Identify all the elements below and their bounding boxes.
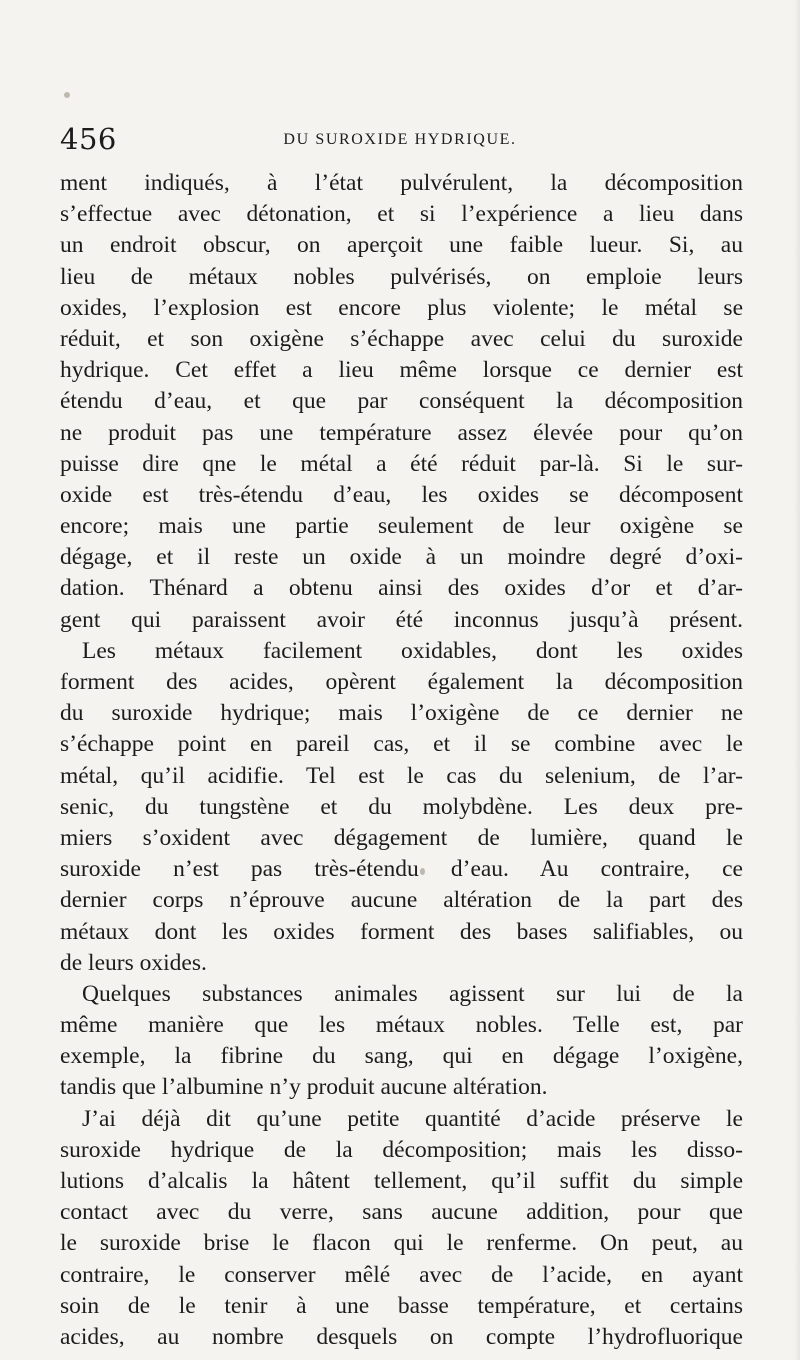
- page-edge-shadow: [794, 0, 800, 1360]
- text-line: lutions d’alcalis la hâtent tellement, qu’il suffit du simple: [60, 1168, 743, 1194]
- text-line: s’échappe point en pareil cas, et il se combine avec le: [60, 731, 743, 758]
- text-line: senic, du tungstène et du molybdène. Les deux pre-: [60, 793, 743, 820]
- text-line: métal, qu’il acidifie. Tel est le cas du selenium, de l’ar-: [60, 762, 743, 789]
- text-line: encore; mais une partie seulement de leur oxigène se: [60, 513, 743, 540]
- text-line: même manière que les métaux nobles. Telle est, par: [60, 1012, 743, 1039]
- text-line: dernier corps n’éprouve aucune altération de la part des: [60, 887, 743, 914]
- text-line: oxides, l’explosion est encore plus violente; le métal se: [60, 294, 743, 321]
- paragraph-end-line: de leurs oxides.: [60, 949, 207, 976]
- page-header: [60, 122, 740, 158]
- body-text: [60, 168, 743, 1353]
- paragraph-end-line: tandis que l’albumine n’y produit aucune altération.: [60, 1074, 548, 1101]
- text-line: lieu de métaux nobles pulvérisés, on emploie leurs: [60, 263, 743, 290]
- text-line: réduit, et son oxigène s’échappe avec celui du suroxide: [60, 325, 743, 352]
- paragraph-start-line: Quelques substances animales agissent sur lui de la: [82, 980, 743, 1007]
- text-line: un endroit obscur, on aperçoit une faible lueur. Si, au: [60, 232, 743, 259]
- text-line: hydrique. Cet effet a lieu même lorsque ce dernier est: [60, 357, 743, 384]
- paragraph-start-line: J’ai déjà dit qu’une petite quantité d’acide préserve le: [82, 1105, 743, 1132]
- text-line: contraire, le conserver mêlé avec de l’acide, en ayant: [60, 1261, 743, 1288]
- page-number: 456: [60, 122, 117, 156]
- text-line: s’effectue avec détonation, et si l’expérience a lieu dans: [60, 201, 743, 228]
- text-line: dégage, et il reste un oxide à un moindre degré d’oxi-: [60, 544, 743, 571]
- text-line: forment des acides, opèrent également la décomposition: [60, 669, 743, 695]
- text-line: ment indiqués, à l’état pulvérulent, la décomposition: [60, 170, 743, 196]
- text-line: gent qui paraissent avoir été inconnus jusqu’à présent.: [60, 606, 743, 633]
- text-line: miers s’oxident avec dégagement de lumière, quand le: [60, 824, 743, 851]
- text-line: suroxide hydrique de la décomposition; mais les disso-: [60, 1136, 743, 1163]
- paper-speck: [64, 92, 70, 98]
- text-line: soin de le tenir à une basse température, et certains: [60, 1292, 743, 1319]
- text-line: puisse dire qne le métal a été réduit par-là. Si le sur-: [60, 450, 743, 477]
- text-line: dation. Thénard a obtenu ainsi des oxides d’or et d’ar-: [60, 575, 743, 602]
- text-line: le suroxide brise le flacon qui le renferme. On peut, au: [60, 1230, 743, 1257]
- text-line: ne produit pas une température assez élevée pour qu’on: [60, 419, 743, 446]
- text-line: suroxide n’est pas très-étendu d’eau. Au contraire, ce: [60, 856, 743, 883]
- text-line: du suroxide hydrique; mais l’oxigène de ce dernier ne: [60, 700, 743, 727]
- text-line: métaux dont les oxides forment des bases salifiables, ou: [60, 918, 743, 945]
- text-line: exemple, la fibrine du sang, qui en dégage l’oxigène,: [60, 1043, 743, 1070]
- text-line: étendu d’eau, et que par conséquent la décomposition: [60, 388, 743, 415]
- running-title: DU SUROXIDE HYDRIQUE.: [283, 131, 517, 148]
- paragraph-start-line: Les métaux facilement oxidables, dont les oxides: [82, 637, 743, 664]
- text-line: contact avec du verre, sans aucune addition, pour que: [60, 1199, 743, 1226]
- text-line: oxide est très-étendu d’eau, les oxides se décomposent: [60, 481, 743, 508]
- text-line: acides, au nombre desquels on compte l’hydrofluorique: [60, 1323, 743, 1350]
